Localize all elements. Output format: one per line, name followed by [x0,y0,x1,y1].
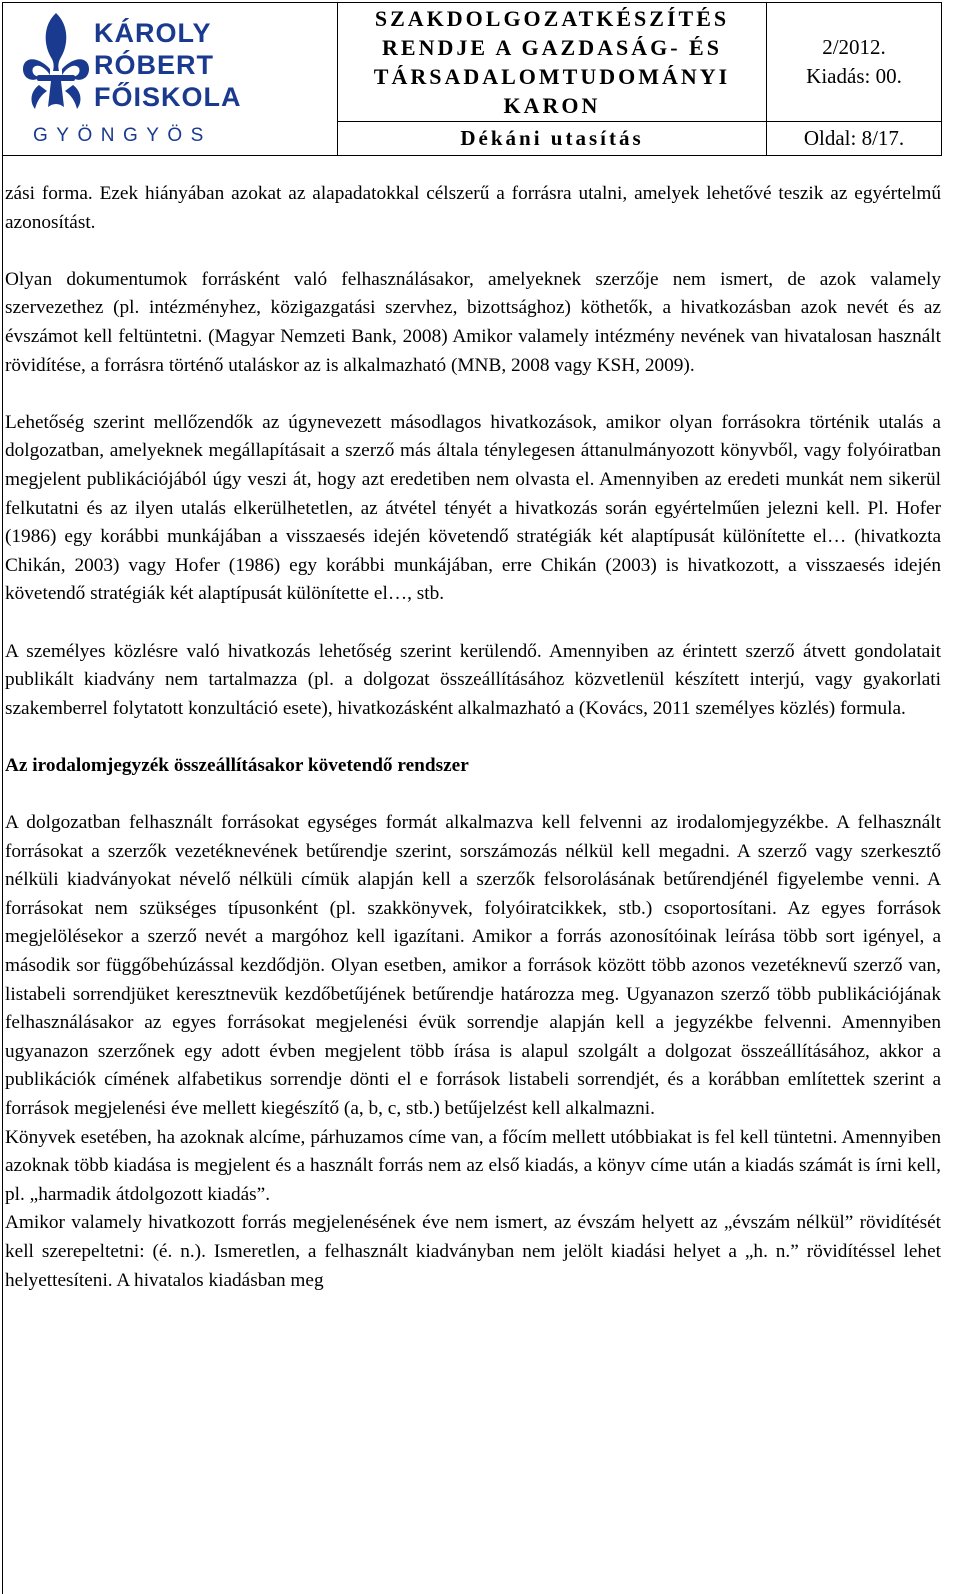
document-title: SZAKDOLGOZATKÉSZÍTÉS RENDJE A GAZDASÁG- ÉS TÁRSADALOMTUDOMÁNYI KARON [373,6,731,118]
paragraph: Lehetőség szerint mellőzendők az úgynevezett másodlagos hivatkozások, amikor olyan forrásokra történik utalás a dolgozatban, amelyeknek megállapításait a szerző más általa ténylegesen áttanulmányozott könyvből, vagy folyóiratban megjelent publikációjából úgy veszi át, hogy azt eredetiben nem olvasta el. Amennyiben az eredeti munkát nem sikerül felkutatni és az ilyen utalás elkerülhetetlen, az átvétel tényét a hivatkozás során egyértelműen jelezni kell. Pl. Hofer (1986) egy korábbi munkájában a visszaesés idején követendő stratégiák két alaptípusát különítette el… (hivatkozta Chikán, 2003) vagy Hofer (1986) egy korábbi munkájában, erre Chikán (2003) is hivatkozott, a visszaesés idején követendő stratégiák két alaptípusát különítette el…, stb. [5,411,941,605]
logo-city: GYÖNGYÖS [33,125,212,146]
document-number: 2/2012. [822,35,886,59]
fleur-de-lis-icon [21,11,91,116]
document-title-cell [337,2,767,122]
document-type: Dékáni utasítás [460,126,644,150]
section-heading: Az irodalomjegyzék összeállításakor követendő rendszer [5,754,469,776]
paragraph: Olyan dokumentumok forrásként való felhasználásakor, amelyeknek szerzője nem ismert, de azok valamely szervezethez (pl. intézményhez, közigazgatási szervhez, bizottsághoz) köthetők, a hivatkozásban azok nevét és az évszámot kell feltüntetni. (Magyar Nemzeti Bank, 2008) Amikor valamely intézmény nevének van hivatalosan használt rövidítése, a forrásra történő utaláskor az is alkalmazható (MNB, 2008 vagy KSH, 2009). [5,268,941,376]
logo-cell [2,2,338,156]
document-body [5,180,941,1295]
paragraph: A dolgozatban felhasznált forrásokat egységes formát alkalmazva kell felvenni az irodalomjegyzékbe. A felhasznált forrásokat a szerzők vezetéknevének betűrendje szerint, sorszámozás nélkül kell megadni. A szerző vagy szerkesztő nélküli kiadványokat névelő nélküli címük alapján kell a szerzők felsorolásának betűrendjénél figyelembe venni. A forrásokat nem szükséges típusonként (pl. szakkönyvek, folyóiratcikkek, stb.) csoportosítani. Az egyes források megjelölésekor a szerző nevét a margóhoz kell igazítani. Amikor a forrás azonosítóinak leírása több sort igényel, a második sor függőbehúzással kezdődjön. Olyan esetben, amikor a források között több azonos vezetéknevű szerző van, listabeli sorrendjüket keresztnevük kezdőbetűjének betűrendje határozza meg. Ugyanazon szerző több publikációjának felhasználásakor az egyes forrásokat megjelenési évük sorrendje alapján kell a jegyzékbe felvenni. Amennyiben ugyanazon szerzőnek egy adott évben megjelent több írása is alapul szolgált a dolgozat összeállításához, akkor a publikációk címének alfabetikus sorrendje dönti el e források listabeli sorrendjét, és a korábban említettek szerint a források megjelenési éve mellett kiegészítő (a, b, c, stb.) betűjelzést kell alkalmazni. [5,812,941,1119]
paragraph: Könyvek esetében, ha azoknak alcíme, párhuzamos címe van, a főcím mellett utóbbiakat is fel kell tüntetni. Amennyiben azoknak több kiadása is megjelent és a használt forrás nem az első kiadás, a könyv címe után a kiadás számát is írni kell, pl. „harmadik átdolgozott kiadás”. [5,1126,941,1205]
institution-logo [21,11,321,151]
document-header [2,2,942,156]
page-number-cell [766,121,942,156]
issue-number: Kiadás: 00. [806,64,902,88]
paragraph: zási forma. Ezek hiányában azokat az alapadatokkal célszerű a forrásra utalni, amelyek lehetővé teszik az egyértelmű azonosítást. [5,183,941,233]
left-margin-rule [2,156,3,1594]
logo-wordmark: KÁROLY RÓBERT FŐISKOLA [94,18,242,112]
document-type-cell [337,121,767,156]
paragraph: A személyes közlésre való hivatkozás lehetőség szerint kerülendő. Amennyiben az érintett szerző átvett gondolatait publikált kiadvány nem tartalmazza (pl. a dolgozat összeállításához közvetlenül készített interjú, vagy gyakorlati szakemberrel folytatott konzultáció esete), hivatkozásként alkalmazható a (Kovács, 2011 személyes közlés) formula. [5,640,941,719]
paragraph: Amikor valamely hivatkozott forrás megjelenésének éve nem ismert, az évszám helyett az „évszám nélkül” rövidítését kell szerepeltetni: (é. n.). Ismeretlen, a felhasznált kiadványban nem jelölt kiadási helyet a „h. n.” rövidítéssel lehet helyettesíteni. A hivatalos kiadásban meg [5,1212,941,1291]
page-number: Oldal: 8/17. [803,126,905,150]
document-number-cell [766,2,942,122]
